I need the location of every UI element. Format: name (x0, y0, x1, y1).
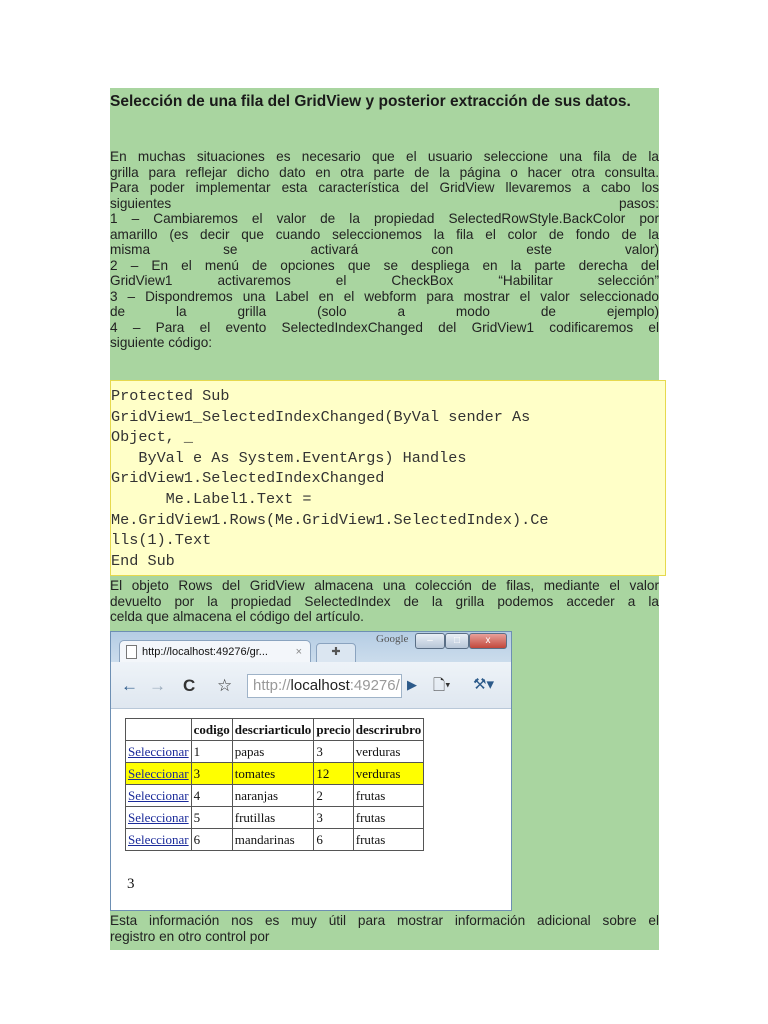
select-link[interactable]: Seleccionar (128, 831, 189, 847)
intro-line: misma se activará con este valor) (110, 242, 659, 257)
select-cell (126, 829, 192, 851)
page-menu-icon[interactable]: 🗋▾ (433, 677, 451, 694)
go-arrow-icon[interactable]: ▶ (407, 677, 417, 692)
maximize-button[interactable]: □ (445, 633, 469, 649)
intro-line: En muchas situaciones es necesario que el usuario seleccione una fila de la (110, 149, 659, 164)
select-cell (126, 807, 192, 829)
closing-paragraph (110, 913, 659, 944)
explanation-line: El objeto Rows del GridView almacena una colección de filas, mediante el valor (110, 578, 659, 593)
table-row (126, 829, 424, 851)
column-header: descrirubro (353, 719, 423, 741)
explanation-paragraph (110, 578, 659, 625)
section-title: Selección de una fila del GridView y posterior extracción de sus datos. (110, 93, 631, 110)
intro-line: amarillo (es decir que cuando seleccionemos la fila el color de fondo de la (110, 226, 659, 242)
url-scheme: http:// (253, 677, 291, 694)
table-row (126, 785, 424, 807)
closing-line: Esta información nos es muy útil para mostrar información adicional sobre el (110, 913, 659, 928)
select-link[interactable]: Seleccionar (128, 743, 189, 759)
url-port: :49276/ (349, 677, 400, 694)
precio-cell: 6 (314, 829, 353, 851)
precio-cell: 3 (314, 807, 353, 829)
codigo-cell: 3 (191, 763, 232, 785)
code-block (110, 380, 666, 576)
tab-close-icon[interactable]: × (295, 646, 302, 658)
intro-line: 1 – Cambiaremos el valor de la propiedad SelectedRowStyle.BackColor por (110, 211, 659, 226)
intro-line: 4 – Para el evento SelectedIndexChanged del GridView1 codificaremos el (110, 319, 659, 335)
code-line: Me.GridView1.Rows(Me.GridView1.SelectedIndex).Ce (111, 510, 549, 529)
column-header: precio (314, 719, 353, 741)
descripcion-cell: tomates (232, 763, 314, 785)
browser-tab[interactable] (119, 640, 311, 664)
code-line: Object, _ (111, 428, 194, 447)
select-link[interactable]: Seleccionar (128, 787, 189, 803)
column-header: descriarticulo (232, 719, 314, 741)
intro-line: 3 – Dispondremos una Label en el webform para mostrar el valor seleccionado (110, 288, 659, 304)
intro-line: Para poder implementar esta característica del GridView llevaremos a cabo los (110, 180, 659, 195)
explanation-line: celda que almacena el código del artículo. (110, 609, 364, 624)
rubro-cell: verduras (353, 763, 423, 785)
wrench-menu-icon[interactable]: ⚒▾ (473, 676, 494, 693)
forward-arrow-icon[interactable]: → (149, 676, 166, 695)
table-row (126, 807, 424, 829)
descripcion-cell: frutillas (232, 807, 314, 829)
search-engine-label: Google (376, 633, 409, 645)
select-cell (126, 785, 192, 807)
precio-cell: 2 (314, 785, 353, 807)
intro-line: GridView1 activaremos el CheckBox “Habilitar selección” (110, 273, 659, 288)
table-header-row (126, 719, 424, 741)
select-cell (126, 763, 192, 785)
minimize-button[interactable]: – (415, 633, 445, 649)
browser-screenshot (110, 631, 512, 911)
code-line: lls(1).Text (111, 531, 212, 550)
url-host: localhost (290, 677, 350, 694)
new-tab-button[interactable]: ✚ (316, 643, 356, 663)
intro-line: 2 – En el menú de opciones que se despliega en la parte derecha del (110, 257, 659, 273)
code-line: End Sub (111, 551, 175, 570)
descripcion-cell: naranjas (232, 785, 314, 807)
column-header: codigo (191, 719, 232, 741)
page-icon (126, 645, 137, 659)
label1-value: 3 (127, 876, 135, 892)
browser-titlebar (111, 632, 511, 662)
closing-line: registro en otro control por (110, 928, 270, 944)
intro-line: grilla para reflejar dicho dato en otra parte de la página o hacer otra consulta. (110, 164, 659, 180)
descripcion-cell: papas (232, 741, 314, 763)
table-row-selected (126, 763, 424, 785)
rubro-cell: frutas (353, 829, 423, 851)
code-line: GridView1_SelectedIndexChanged(ByVal sender As (111, 407, 531, 426)
intro-line: siguientes pasos: (110, 195, 659, 211)
code-line: GridView1.SelectedIndexChanged (111, 469, 385, 488)
back-arrow-icon[interactable]: ← (121, 676, 138, 695)
address-bar[interactable] (247, 674, 402, 698)
reload-icon[interactable]: C (183, 676, 196, 695)
code-line: Protected Sub (111, 387, 230, 405)
codigo-cell: 4 (191, 785, 232, 807)
explanation-line: devuelto por la propiedad SelectedIndex de la grilla podemos acceder a la (110, 593, 659, 609)
rubro-cell: frutas (353, 785, 423, 807)
document-page (110, 88, 659, 950)
table-row (126, 741, 424, 763)
bookmark-star-icon[interactable]: ☆ (217, 676, 233, 695)
select-cell (126, 741, 192, 763)
codigo-cell: 5 (191, 807, 232, 829)
rubro-cell: verduras (353, 741, 423, 763)
code-line: ByVal e As System.EventArgs) Handles (111, 448, 467, 467)
rubro-cell: frutas (353, 807, 423, 829)
intro-paragraph (110, 149, 659, 351)
precio-cell: 12 (314, 763, 353, 785)
tab-title: http://localhost:49276/gr... (142, 646, 268, 658)
browser-toolbar (111, 662, 511, 709)
codigo-cell: 1 (191, 741, 232, 763)
select-link[interactable]: Seleccionar (128, 765, 189, 781)
intro-line: de la grilla (solo a modo de ejemplo) (110, 304, 659, 319)
column-header (126, 719, 192, 741)
descripcion-cell: mandarinas (232, 829, 314, 851)
precio-cell: 3 (314, 741, 353, 763)
intro-line: siguiente código: (110, 335, 213, 350)
codigo-cell: 6 (191, 829, 232, 851)
code-line: Me.Label1.Text = (111, 489, 312, 508)
gridview-table (125, 718, 424, 851)
select-link[interactable]: Seleccionar (128, 809, 189, 825)
close-window-button[interactable]: x (469, 633, 507, 649)
